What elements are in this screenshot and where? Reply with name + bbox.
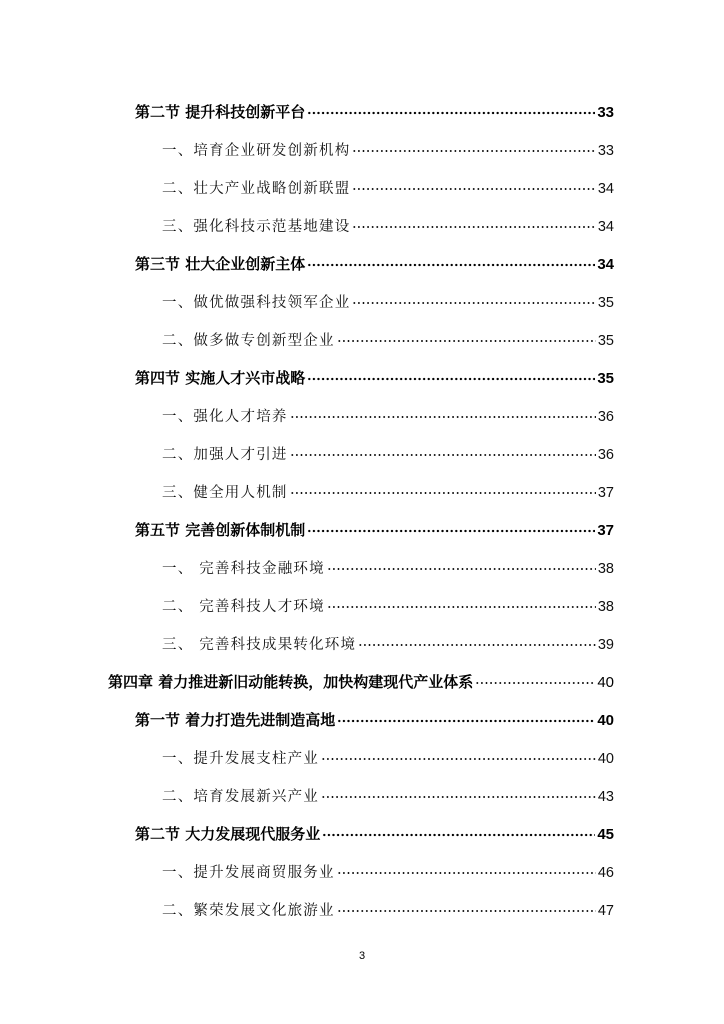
dot-leader [307,363,595,383]
dot-leader [321,743,596,763]
dot-leader [352,211,595,231]
toc-entry-label: 二、培育发展新兴产业 [162,789,319,805]
toc-entry-page: 35 [597,295,614,311]
dot-leader [337,857,596,877]
toc-entry-label: 第一节 着力打造先进制造高地 [135,711,336,729]
toc-entry-label: 第三节 壮大企业创新主体 [135,255,306,273]
toc-entry[interactable] [162,857,614,881]
toc-entry-page: 40 [597,674,614,691]
toc-entry-page: 43 [597,789,614,805]
toc-entry-page: 33 [597,143,614,159]
toc-entry-label: 第四节 实施人才兴市战略 [135,369,306,387]
dot-leader [307,249,595,269]
toc-entry[interactable] [162,439,614,463]
toc-entry-page: 33 [597,104,614,121]
toc-entry[interactable] [135,249,614,273]
toc-entry-label: 一、提升发展商贸服务业 [162,865,335,881]
toc-entry-page: 36 [597,447,614,463]
dot-leader [290,477,596,497]
toc-entry[interactable] [162,287,614,311]
toc-entry[interactable] [162,895,614,919]
dot-leader [337,705,595,725]
toc-entry-page: 39 [597,637,614,653]
toc-entry[interactable] [135,363,614,387]
toc-entry-page: 40 [597,712,614,729]
toc-entry[interactable] [162,553,614,577]
toc-entry[interactable] [135,515,614,539]
toc-entry-label: 二、繁荣发展文化旅游业 [162,903,335,919]
toc-entry-page: 34 [597,181,614,197]
toc-entry-label: 三、强化科技示范基地建设 [162,219,351,235]
dot-leader [475,667,595,687]
toc-entry-label: 二、做多做专创新型企业 [162,333,335,349]
toc-entry-label: 一、培育企业研发创新机构 [162,143,351,159]
page-number: 3 [358,950,366,962]
toc-entry[interactable] [162,401,614,425]
dot-leader [322,819,595,839]
toc-entry-label: 第五节 完善创新体制机制 [135,521,306,539]
toc-entry[interactable] [162,591,614,615]
toc-entry-label: 三、健全用人机制 [162,485,288,501]
toc-entry-label: 一、提升发展支柱产业 [162,751,319,767]
toc-entry-page: 47 [597,903,614,919]
toc-entry-label: 第二节 提升科技创新平台 [135,103,306,121]
toc-entry[interactable] [162,135,614,159]
toc-entry[interactable] [162,629,614,653]
toc-entry-label: 一、 完善科技金融环境 [162,561,325,577]
toc-entry-page: 46 [597,865,614,881]
dot-leader [290,401,596,421]
dot-leader [321,781,596,801]
dot-leader [327,591,596,611]
toc-entry[interactable] [162,477,614,501]
toc-entry-label: 一、做优做强科技领军企业 [162,295,351,311]
toc-entry[interactable] [108,667,614,691]
dot-leader [290,439,596,459]
dot-leader [327,553,596,573]
toc-entry-page: 38 [597,561,614,577]
toc-entry-page: 45 [597,826,614,843]
toc-entry-page: 34 [597,219,614,235]
toc-entry-label: 二、壮大产业战略创新联盟 [162,181,351,197]
dot-leader [307,515,595,535]
toc-entry-label: 第四章 着力推进新旧动能转换，加快构建现代产业体系 [108,673,474,691]
dot-leader [352,173,595,193]
toc-entry[interactable] [162,781,614,805]
dot-leader [337,895,596,915]
toc-entry[interactable] [135,705,614,729]
dot-leader [337,325,596,345]
toc-entry-page: 37 [597,485,614,501]
toc-entry-label: 二、加强人才引进 [162,447,288,463]
dot-leader [358,629,596,649]
dot-leader [352,287,595,307]
toc-entry-page: 34 [597,256,614,273]
toc-entry-label: 三、 完善科技成果转化环境 [162,637,357,653]
toc-entry-page: 36 [597,409,614,425]
toc-entry-label: 一、强化人才培养 [162,409,288,425]
toc-entry-page: 40 [597,751,614,767]
dot-leader [352,135,595,155]
toc-entry-page: 38 [597,599,614,615]
toc-entry[interactable] [135,819,614,843]
toc-entry-page: 35 [597,370,614,387]
toc-entry[interactable] [135,97,614,121]
toc-entry[interactable] [162,325,614,349]
toc-entry[interactable] [162,211,614,235]
toc-entry-label: 二、 完善科技人才环境 [162,599,325,615]
toc-entry-page: 37 [597,522,614,539]
toc-entry-page: 35 [597,333,614,349]
toc-entry[interactable] [162,173,614,197]
toc-entry-label: 第二节 大力发展现代服务业 [135,825,321,843]
toc-entry[interactable] [162,743,614,767]
dot-leader [307,97,595,117]
